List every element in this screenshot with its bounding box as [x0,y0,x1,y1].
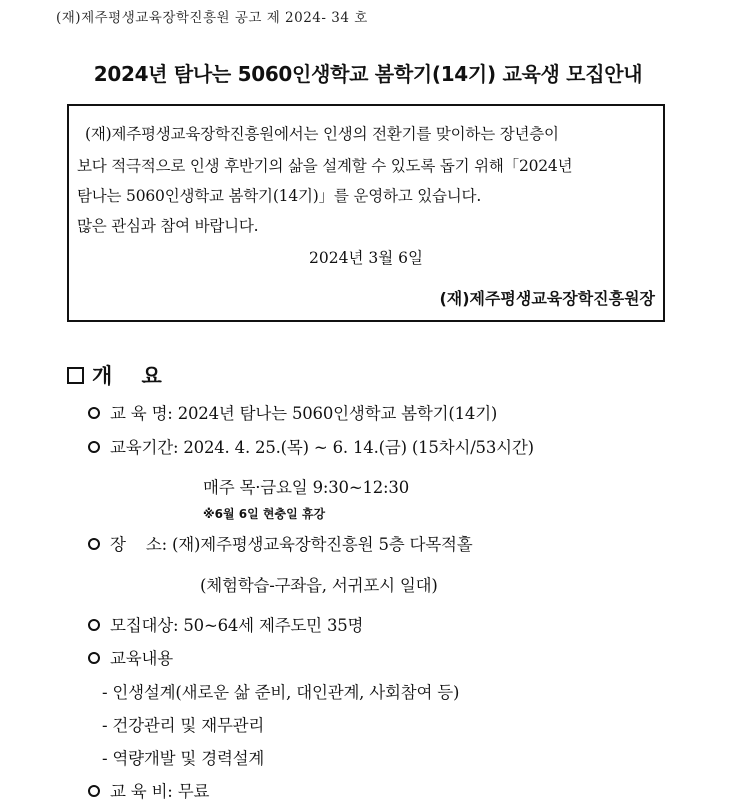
fee-row [88,778,209,802]
circle-bullet-icon [88,538,100,550]
circle-bullet-icon [88,407,100,419]
course-name-row [88,400,497,424]
intro-signature: (재)제주평생교육장학진흥원장 [439,289,655,308]
circle-bullet-icon [88,785,100,797]
circle-bullet-icon [88,441,100,453]
intro-line-1: (재)제주평생교육장학진흥원에서는 인생의 전환기를 맞이하는 장년층이 [85,125,559,143]
square-bullet-icon [67,367,84,384]
intro-date: 2024년 3월 6일 [309,249,423,267]
section-title: 개 요 [92,364,162,388]
intro-box [67,104,665,322]
schedule: 매주 목·금요일 9:30~12:30 [203,478,409,497]
location: 장 소: (재)제주평생교육장학진흥원 5층 다목적홀 [110,535,473,554]
location-row [88,531,473,555]
target: 모집대상: 50~64세 제주도민 35명 [110,616,364,635]
content-item-2: - 건강관리 및 재무관리 [102,716,265,735]
intro-line-2: 보다 적극적으로 인생 후반기의 삶을 설계할 수 있도록 돕기 위해「2024년 [77,157,573,175]
content-row [88,645,173,669]
content-label: 교육내용 [110,649,173,668]
location-extra: (체험학습-구좌읍, 서귀포시 일대) [200,576,438,595]
content-item-3: - 역량개발 및 경력설계 [102,749,265,768]
course-period: 교육기간: 2024. 4. 25.(목) ~ 6. 14.(금) (15차시/53시간) [110,438,534,457]
circle-bullet-icon [88,619,100,631]
intro-line-4: 많은 관심과 참여 바랍니다. [77,217,259,235]
course-name: 교 육 명: 2024년 탐나는 5060인생학교 봄학기(14기) [110,404,498,423]
holiday-note: ※6월 6일 현충일 휴강 [203,507,326,521]
notice-number: (재)제주평생교육장학진흥원 공고 제 2024- 34 호 [56,10,368,26]
fee: 교 육 비: 무료 [110,782,210,801]
content-item-1: - 인생설계(새로운 삶 준비, 대인관계, 사회참여 등) [102,683,460,702]
target-row [88,612,363,636]
section-heading [67,360,162,390]
circle-bullet-icon [88,652,100,664]
intro-line-3: 탐나는 5060인생학교 봄학기(14기)」를 운영하고 있습니다. [77,187,482,205]
document-title: 2024년 탐나는 5060인생학교 봄학기(14기) 교육생 모집안내 [93,62,643,86]
period-row [88,434,534,458]
